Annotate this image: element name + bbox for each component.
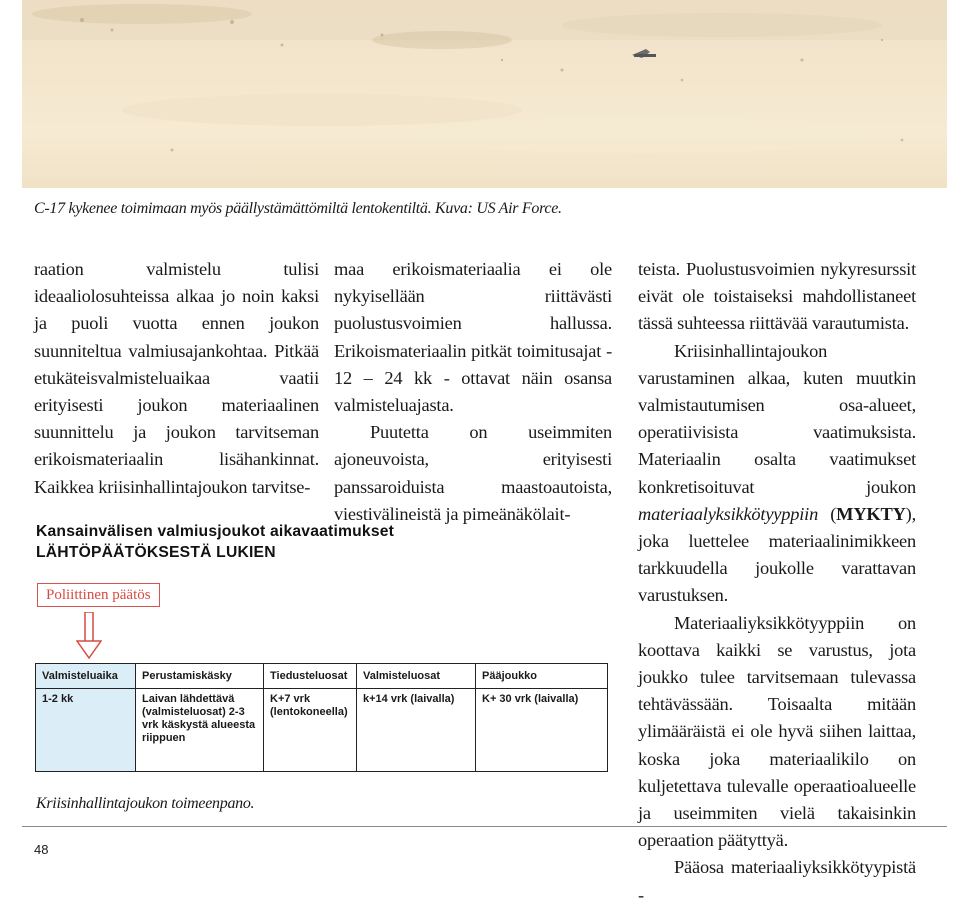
table-row	[36, 689, 608, 772]
timeline-table	[35, 663, 608, 772]
table-cell: 1-2 kk	[36, 689, 136, 772]
table-header-row	[36, 664, 608, 689]
political-decision-box: Poliittinen päätös	[37, 583, 160, 607]
figure-title-line-1: Kansainvälisen valmiusjoukot aikavaatimukset	[36, 523, 395, 540]
paragraph: Materiaaliyksikkötyyppiin on koottava kaikki se varustus, jota joukko tulee tarvitsemaan tulevassa tehtävässään. Toisaalta mitään ylimääräistä ei ole hyvä siihen laittaa, koska joka materiaalikilo on kuljetettava tulevalle operaatioalueelle ja useimmiten vielä takaisinkin operaation päätyttyä.	[638, 612, 916, 851]
paragraph-text: (	[818, 503, 837, 524]
photo-texture	[22, 0, 947, 188]
photo-caption: C-17 kykenee toimimaan myös päällystämättömiltä lentokentiltä. Kuva: US Air Force.	[34, 200, 562, 217]
table-header: Tiedusteluosat	[264, 664, 357, 689]
term-italic: materiaalyksikkötyyppiin	[638, 503, 819, 524]
table-cell: K+ 30 vrk (laivalla)	[476, 689, 608, 772]
text-column-1	[34, 256, 319, 501]
paragraph: Pääosa materiaaliyksikkötyypistä -	[638, 857, 916, 905]
figure-title	[36, 521, 448, 563]
figure-title-line-2: LÄHTÖPÄÄTÖKSESTÄ LUKIEN	[36, 544, 276, 561]
paragraph	[638, 338, 916, 610]
table-cell: K+7 vrk (lentokoneella)	[264, 689, 357, 772]
paragraph-text: ), joka luettelee materiaalinimikkeen tarkkuudella joukolle varattavan varustuksen.	[638, 503, 916, 606]
paragraph: teista. Puolustusvoimien nykyresurssit eivät ole toistaiseksi mahdollistaneet tässä suhteessa riittävää varautumista.	[638, 259, 916, 334]
table-cell: k+14 vrk (laivalla)	[357, 689, 476, 772]
table-cell: Laivan lähdettävä (valmisteluosat) 2-3 vrk käskystä alueesta riippuen	[136, 689, 264, 772]
table-header: Valmisteluaika	[36, 664, 136, 689]
table-header: Perustamiskäsky	[136, 664, 264, 689]
page-number: 48	[34, 842, 49, 857]
paragraph-text: Kriisinhallintajoukon varustaminen alkaa, kuten muutkin valmistautumisen osa-alueet, operatiivisista vaatimuksista. Materiaalin osalta vaatimukset konkretisoituvat joukon	[638, 340, 916, 497]
paragraph: Puutetta on useimmiten ajoneuvoista, erityisesti panssaroiduista maastoautoista, viestivälineistä ja pimeänäkölait-	[334, 422, 612, 524]
table-header: Pääjoukko	[476, 664, 608, 689]
paragraph: raation valmistelu tulisi ideaaliolosuhteissa alkaa jo noin kaksi ja puoli vuotta ennen joukon suunniteltua valmiusajankohtaa. Pitkää etukäteisvalmisteluaikaa vaatii erityisesti joukon materiaalinen suunnittelu ja joukon tarvitseman erikoismateriaalin lisähankinnat. Kaikkea kriisinhallintajoukon tarvitse-	[34, 259, 319, 497]
text-column-3	[638, 256, 916, 909]
desert-airfield-photo	[22, 0, 947, 188]
acronym-bold: MYKTY	[836, 503, 906, 524]
figure-caption: Kriisinhallintajoukon toimeenpano.	[36, 795, 255, 812]
paragraph: maa erikoismateriaalia ei ole nykyisellään riittävästi puolustusvoimien hallussa. Erikoismateriaalin pitkät toimitusajat - 12 – 24 kk - ottavat näin osansa valmisteluajasta.	[334, 259, 612, 416]
down-arrow-icon	[76, 612, 102, 660]
text-column-2	[334, 256, 612, 528]
footer-divider	[22, 826, 947, 827]
table-header: Valmisteluosat	[357, 664, 476, 689]
